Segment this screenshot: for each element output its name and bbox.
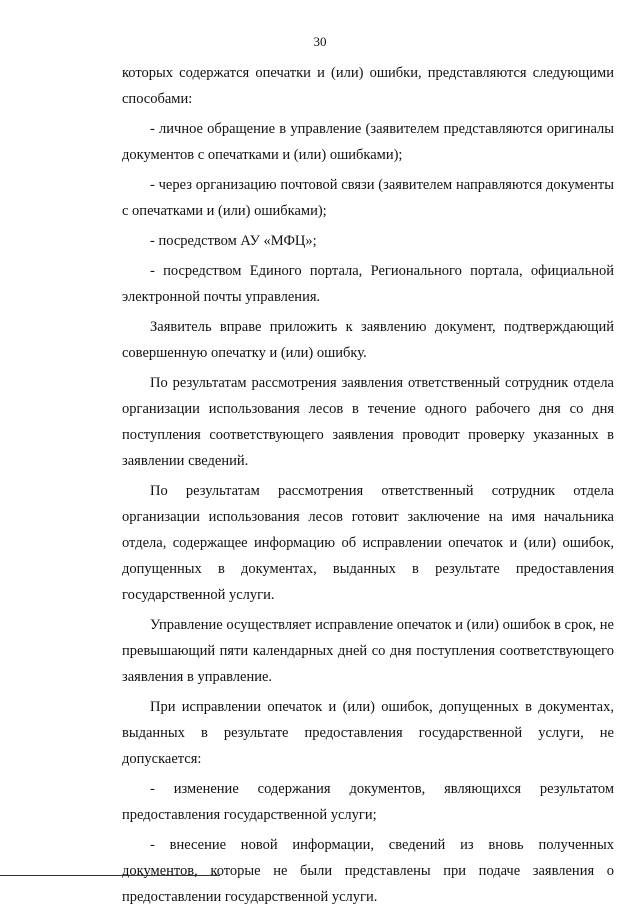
paragraph-review-application: По результатам рассмотрения заявления ответственный сотрудник отдела организации использования лесов в течение одного рабочего дня со дня поступления соответствующего заявления проводит проверку указанных в заявлении сведений.: [122, 375, 614, 469]
paragraph-conclusion: По результатам рассмотрения ответственный сотрудник отдела организации использования лесов готовит заключение на имя начальника отдела, содержащее информацию об исправлении опечаток и (или) ошибок, допущенных в документах, выданных в результате предоставления государственной услуги.: [122, 483, 614, 603]
page-number: 30: [313, 34, 327, 49]
paragraph-attach-document: Заявитель вправе приложить к заявлению документ, подтверждающий совершенную опечатку и (или) ошибку.: [122, 319, 614, 361]
paragraph-not-allowed: При исправлении опечаток и (или) ошибок, допущенных в документах, выданных в результате предоставления государственной услуги, не допускается:: [122, 699, 614, 767]
list-item-portal: - посредством Единого портала, Регионального портала, официальной электронной почты управления.: [122, 263, 614, 305]
paragraph-correction-deadline: Управление осуществляет исправление опечаток и (или) ошибок в срок, не превышающий пяти календарных дней со дня поступления соответствующего заявления в управление.: [122, 617, 614, 685]
paragraph-continuation: которых содержатся опечатки и (или) ошибки, представляются следующими способами:: [122, 65, 614, 107]
list-item-personal-visit: - личное обращение в управление (заявителем представляются оригиналы документов с опечатками и (или) ошибками);: [122, 121, 614, 163]
list-item-postal: - через организацию почтовой связи (заявителем направляются документы с опечатками и (или) ошибками);: [122, 177, 614, 219]
list-item-content-change: - изменение содержания документов, являющихся результатом предоставления государственной услуги;: [122, 781, 614, 823]
footer-divider: [0, 875, 220, 876]
list-item-mfc: - посредством АУ «МФЦ»;: [150, 233, 317, 249]
list-item-new-information: - внесение новой информации, сведений из вновь полученных документов, которые не были представлены при подаче заявления о предоставлении государственной услуги.: [122, 837, 614, 905]
document-body: [122, 60, 614, 914]
